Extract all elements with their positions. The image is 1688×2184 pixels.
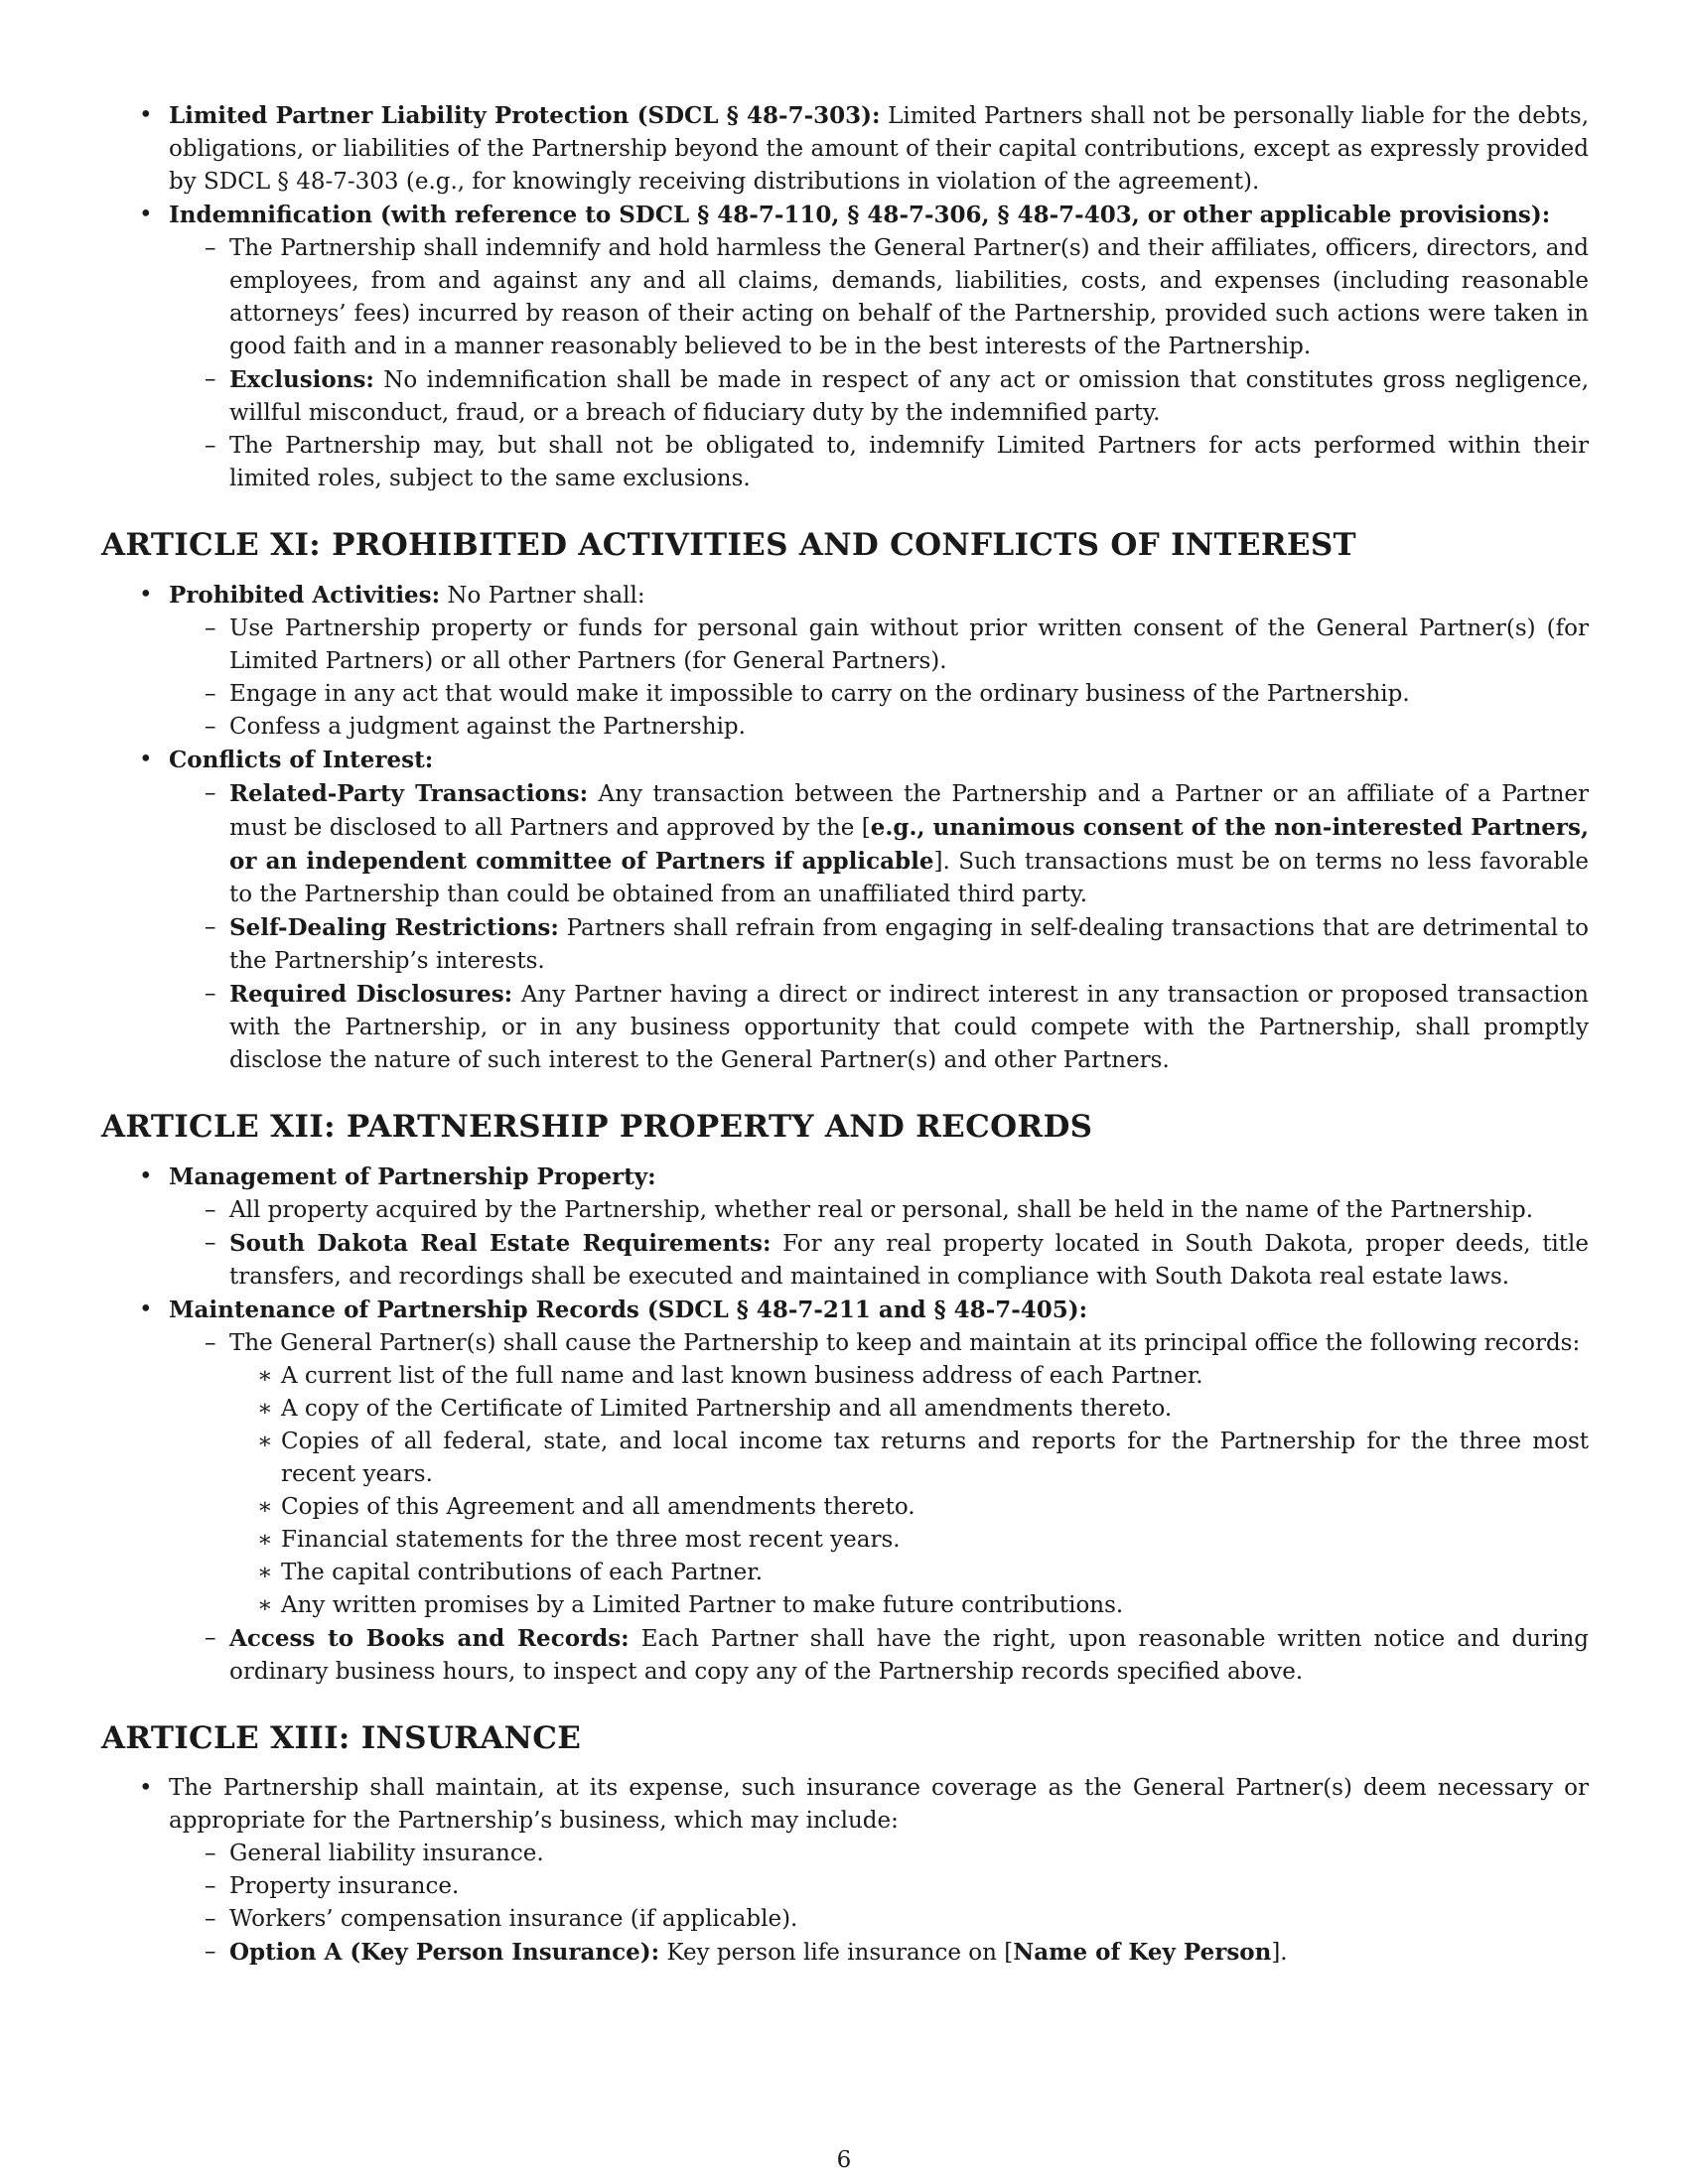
- item-lead: Conflicts of Interest:: [169, 747, 434, 773]
- sub-item-text: Key person life insurance on [: [659, 1940, 1014, 1966]
- sub-list: [169, 1194, 1589, 1294]
- sub-item-text: ]. Such transactions must be on terms no less favorable to the Partnership than could be obtained from an unaffiliated third party.: [229, 849, 1590, 907]
- sub-item: [169, 711, 1589, 744]
- record-item: ∗ Copies of all federal, state, and local income tax returns and reports for the Partnership for the three most recent years.: [229, 1426, 1589, 1491]
- sub-item: [169, 678, 1589, 711]
- sub-list: [169, 777, 1589, 1077]
- sub-item-text: The General Partner(s) shall cause the Partnership to keep and maintain at its principal office the following records:: [229, 1330, 1581, 1356]
- list-item: [101, 1294, 1589, 1689]
- sub-item: [169, 613, 1589, 678]
- sub-item-text: The Partnership shall indemnify and hold harmless the General Partner(s) and their affiliates, officers, directors, and employees, from and against any and all claims, demands, liabilities, costs, and expenses (including reasonable attorneys’ fees) incurred by reason of their acting on behalf of the Partnership, provided such actions were taken in good faith and in a manner reasonably believed to be in the best interests of the Partnership.: [229, 235, 1589, 359]
- page-content: [101, 99, 1589, 1970]
- sub-item: – Workers’ compensation insurance (if applicable).: [169, 1903, 1589, 1936]
- sub-item-text: No indemnification shall be made in respect of any act or omission that constitutes gross negligence, willful misconduct, fraud, or a breach of fiduciary duty by the indemnified party.: [229, 367, 1589, 426]
- article-xii-heading: ARTICLE XII: PARTNERSHIP PROPERTY AND RECORDS: [101, 1109, 1093, 1145]
- sub-item-text: Confess a judgment against the Partnership.: [229, 714, 746, 740]
- list-item: [101, 1160, 1589, 1294]
- item-lead: Prohibited Activities:: [169, 582, 441, 609]
- sub-item-text: Partners shall refrain from engaging in self-dealing transactions that are detrimental to the Partnership’s interests.: [229, 915, 1589, 974]
- record-item: ∗ A copy of the Certificate of Limited Partnership and all amendments thereto.: [229, 1393, 1589, 1426]
- record-item: ∗ Any written promises by a Limited Partner to make future contributions.: [229, 1589, 1589, 1622]
- item-text: The Partnership shall maintain, at its expense, such insurance coverage as the General Partner(s) deem necessary or appropriate for the Partnership’s business, which may include:: [169, 1775, 1589, 1834]
- list-item: [101, 744, 1589, 1077]
- item-text: No Partner shall:: [440, 583, 645, 609]
- sub-item: [169, 363, 1589, 430]
- sub-item-lead: Self-Dealing Restrictions:: [229, 914, 559, 941]
- sub-item: [169, 1227, 1589, 1294]
- sub-item-lead: Related-Party Transactions:: [229, 780, 589, 807]
- sub-item-lead: South Dakota Real Estate Requirements:: [229, 1230, 772, 1257]
- record-item: ∗ A current list of the full name and last known business address of each Partner.: [229, 1360, 1589, 1393]
- sub-item-lead: Exclusions:: [229, 366, 374, 393]
- sub-item: – General liability insurance.: [169, 1838, 1589, 1870]
- sub-item-text: Engage in any act that would make it impossible to carry on the ordinary business of the Partnership.: [229, 681, 1410, 707]
- sub-item: [169, 911, 1589, 978]
- sub-item: [169, 1622, 1589, 1689]
- sub-item-text: Use Partnership property or funds for personal gain without prior written consent of the General Partner(s) (for Limited Partners) or all other Partners (for General Partners).: [229, 615, 1589, 674]
- placeholder-text: Name of Key Person: [1013, 1939, 1272, 1966]
- item-lead: Maintenance of Partnership Records (SDCL § 48-7-211 and § 48-7-405):: [169, 1297, 1088, 1323]
- placeholder-text: e.g., unanimous consent of the non-interested Partners, or an independent committee of Partners if applicable: [229, 814, 1590, 875]
- page-number: 6: [836, 2147, 852, 2173]
- sub-list: [169, 1838, 1589, 1970]
- sub-item-lead: Option A (Key Person Insurance):: [229, 1939, 660, 1966]
- article-xi-heading: ARTICLE XI: PROHIBITED ACTIVITIES AND CONFLICTS OF INTEREST: [101, 527, 1356, 563]
- record-item: ∗ The capital contributions of each Partner.: [229, 1557, 1589, 1589]
- sub-item: [169, 232, 1589, 363]
- sub-item-lead: Access to Books and Records:: [229, 1625, 630, 1652]
- sub-item-text: Any Partner having a direct or indirect interest in any transaction or proposed transaction with the Partnership, or in any business opportunity that could compete with the Partnership, shall promptly disclose the nature of such interest to the General Partner(s) and other Partners.: [229, 982, 1589, 1073]
- record-item: ∗ Financial statements for the three most recent years.: [229, 1524, 1589, 1557]
- article-xiii-heading: ARTICLE XIII: INSURANCE: [101, 1720, 582, 1756]
- list-item: [101, 1772, 1589, 1970]
- sub-item: [169, 777, 1589, 911]
- sub-item-text: All property acquired by the Partnership, whether real or personal, shall be held in the name of the Partnership.: [229, 1197, 1534, 1223]
- sub-item: [169, 1936, 1589, 1970]
- item-lead: Indemnification (with reference to SDCL § 48-7-110, § 48-7-306, § 48-7-403, or other applicable provisions):: [169, 202, 1551, 228]
- item-lead: Management of Partnership Property:: [169, 1163, 656, 1190]
- article-xii-list: [101, 1160, 1589, 1689]
- article-xiii-list: [101, 1772, 1589, 1970]
- sub-item-lead: Required Disclosures:: [229, 981, 513, 1008]
- sub-list: [169, 1327, 1589, 1689]
- item-text: Limited Partners shall not be personally liable for the debts, obligations, or liabilities of the Partnership beyond the amount of their capital contributions, except as expressly provided by SDCL § 48-7-303 (e.g., for knowingly receiving distributions in violation of the agreement).: [169, 103, 1590, 195]
- list-item: [101, 99, 1589, 199]
- sub-item: [169, 430, 1589, 495]
- sub-item: [169, 1327, 1589, 1622]
- sub-item-text: The Partnership may, but shall not be obligated to, indemnify Limited Partners for acts performed within their limited roles, subject to the same exclusions.: [229, 433, 1589, 491]
- sub-item: [169, 1194, 1589, 1227]
- sub-list: [169, 613, 1589, 744]
- list-item: [101, 579, 1589, 744]
- article-xi-list: [101, 579, 1589, 1077]
- records-list: [229, 1360, 1589, 1622]
- record-item: ∗ Copies of this Agreement and all amendments thereto.: [229, 1491, 1589, 1524]
- sub-item: [169, 978, 1589, 1077]
- sub-item-text: ].: [1271, 1940, 1288, 1966]
- sub-item-text: For any real property located in South Dakota, proper deeds, title transfers, and recordings shall be executed and maintained in compliance with South Dakota real estate laws.: [229, 1231, 1589, 1290]
- item-lead: Limited Partner Liability Protection (SDCL § 48-7-303):: [169, 102, 881, 129]
- sub-item-text: Any transaction between the Partnership and a Partner or an affiliate of a Partner must be disclosed to all Partners and approved by the [: [229, 781, 1590, 841]
- liability-list: [101, 99, 1589, 495]
- sub-item-text: Each Partner shall have the right, upon reasonable written notice and during ordinary business hours, to inspect and copy any of the Partnership records specified above.: [229, 1626, 1589, 1685]
- list-item: [101, 199, 1589, 495]
- sub-list: [169, 232, 1589, 495]
- sub-item: – Property insurance.: [169, 1870, 1589, 1903]
